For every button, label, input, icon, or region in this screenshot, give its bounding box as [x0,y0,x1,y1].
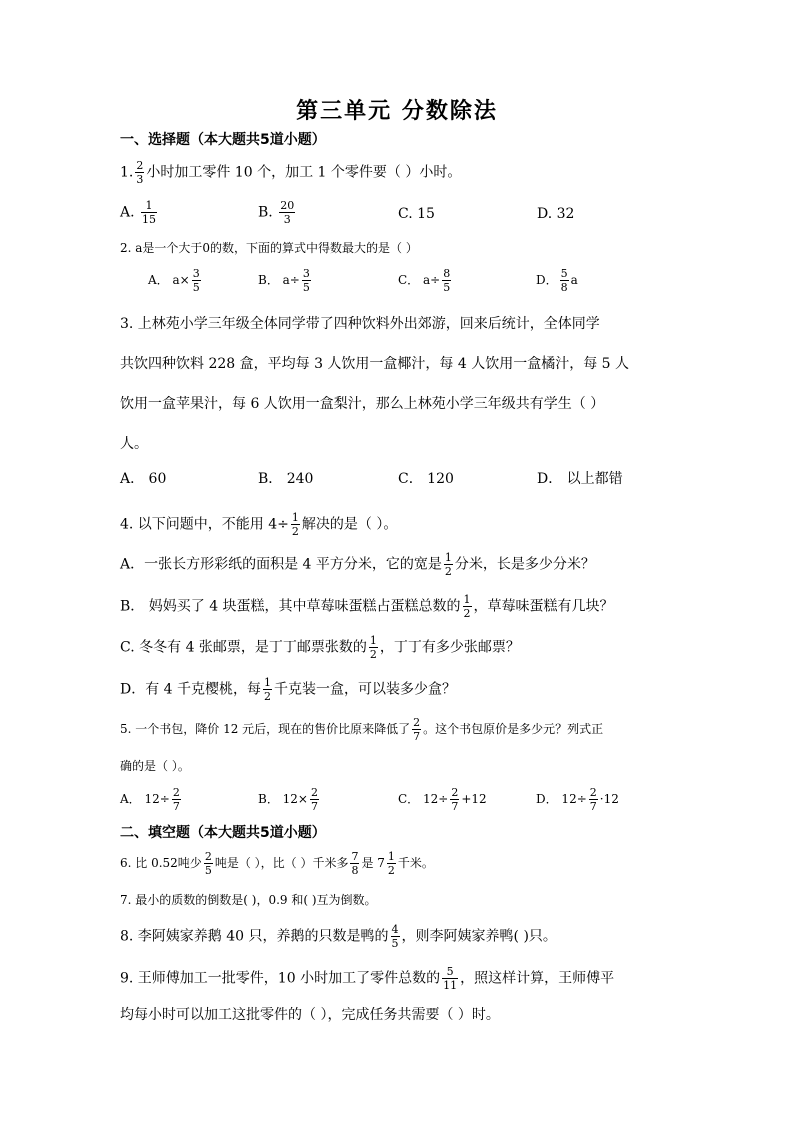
q3-option-a: A． 60 [120,471,167,487]
fraction: $\frac{3}{5}$ [302,267,310,294]
section-choice-heading: 一、选择题（本大题共5道小题） [120,132,326,148]
question-6: 6. 比 0.52吨少 $\frac{2}{5}$ 吨是（ ），比（ ）千米多 $\frac{7}{8}$ 是 7 $\frac{1}{2}$ 千米。 [120,850,434,877]
fraction: $\frac{3}{5}$ [192,267,200,294]
q3-option-d: D． 以上都错 [537,471,623,487]
fraction: $\frac{1}{2}$ [264,676,272,703]
fraction: $\frac{2}{7}$ [413,716,421,743]
q5-option-d: D． 12÷ $\frac{2}{7}$ ·12 [536,786,619,813]
q3-line-1: 3. 上林苑小学三年级全体同学带了四种饮料外出郊游，回来后统计，全体同学 [120,316,600,332]
fraction: $\frac{2}{7}$ [451,786,459,813]
fraction: $\frac{1}{2}$ [463,593,471,620]
q1-option-d: D. 32 [537,206,575,222]
q2-option-c: C． a÷ $\frac{8}{5}$ [398,267,451,294]
q2-option-b: B． a÷ $\frac{3}{5}$ [258,267,310,294]
question-5: 5. 一个书包，降价 12 元后，现在的售价比原来降低了 $\frac{2}{7}$ 。这个书包原价是多少元？列式正 [120,716,604,743]
fraction: $\frac{1}{2}$ [291,511,299,538]
fraction: $\frac{2}{7}$ [172,786,180,813]
question-4: 4. 以下问题中，不能用 4÷ $\frac{1}{2}$ 解决的是（ ）。 [120,511,398,538]
q1-text: 小时加工零件 10 个，加工 1 个零件要（ ）小时。 [146,164,462,181]
q3-option-c: C． 120 [398,471,454,487]
fraction: $\frac{2}{7}$ [310,786,318,813]
q2-option-a: A． a× $\frac{3}{5}$ [148,267,200,294]
q1-option-b: B. $\frac{20}{3}$ [258,199,295,226]
fraction: $\frac{2}{7}$ [589,786,597,813]
question-2: 2. a是一个大于0的数，下面的算式中得数最大的是（ ） [120,241,418,255]
fraction: $\frac{4}{5}$ [391,923,399,950]
q3-option-b: B． 240 [258,471,314,487]
fraction: $\frac{20}{3}$ [280,199,295,226]
fraction: $\frac{5}{8}$ [560,267,568,294]
q5-option-b: B． 12× $\frac{2}{7}$ [258,786,318,813]
q3-line-3: 饮用一盒苹果汁，每 6 人饮用一盒梨汁，那么上林苑小学三年级共有学生（ ） [120,396,605,412]
q4-option-c: C. 冬冬有 4 张邮票，是丁丁邮票张数的 $\frac{1}{2}$ ，丁丁有多少张邮票？ [120,634,520,661]
question-9: 9. 王师傅加工一批零件，10 小时加工了零件总数的 $\frac{5}{11}$ ，照这样计算，王师傅平 [120,965,615,992]
q4-option-d: D．有 4 千克樱桃，每 $\frac{1}{2}$ 千克装一盒，可以装多少盒？ [120,676,457,703]
fraction: $\frac{1}{2}$ [369,634,377,661]
fraction: $\frac{8}{5}$ [443,267,451,294]
fraction: $\frac{5}{11}$ [443,965,458,992]
fraction: $\frac{1}{15}$ [142,199,157,226]
fraction: $\frac{1}{2}$ [444,551,452,578]
q5-option-c: C． 12÷ $\frac{2}{7}$ +12 [398,786,487,813]
fraction: $\frac{1}{2}$ [387,850,395,877]
q3-line-2: 共饮四种饮料 228 盒，平均每 3 人饮用一盒椰汁，每 4 人饮用一盒橘汁，每 5 人 [120,356,630,372]
q1-number: 1. [120,164,134,181]
q5-line-2: 确的是（ ）。 [120,759,190,773]
q9-line-2: 均每小时可以加工这批零件的（ ），完成任务共需要（ ）时。 [120,1007,500,1023]
question-8: 8. 李阿姨家养鹅 40 只，养鹅的只数是鸭的 $\frac{4}{5}$ ，则李阿姨家养鸭( )只。 [120,923,557,950]
fraction: $\frac{2}{3}$ [136,159,144,186]
q2-option-d: D． $\frac{5}{8}$ a [536,267,578,294]
q3-line-4: 人。 [120,436,148,452]
question-7: 7. 最小的质数的倒数是( )，0.9 和( )互为倒数。 [120,893,377,907]
section-fill-heading: 二、填空题（本大题共5道小题） [120,825,326,841]
q5-option-a: A． 12÷ $\frac{2}{7}$ [120,786,180,813]
q1-option-a: A. $\frac{1}{15}$ [120,199,157,226]
q1-option-c: C. 15 [398,206,435,222]
fraction: $\frac{7}{8}$ [351,850,359,877]
fraction: $\frac{2}{5}$ [204,850,212,877]
q4-option-b: B． 妈妈买了 4 块蛋糕，其中草莓味蛋糕占蛋糕总数的 $\frac{1}{2}$ ，草莓味蛋糕有几块？ [120,593,614,620]
page-title: 第三单元 分数除法 [296,98,498,124]
question-1 [120,160,461,185]
q4-option-a: A．一张长方形彩纸的面积是 4 平方分米，它的宽是 $\frac{1}{2}$ 分米，长是多少分米？ [120,551,595,578]
